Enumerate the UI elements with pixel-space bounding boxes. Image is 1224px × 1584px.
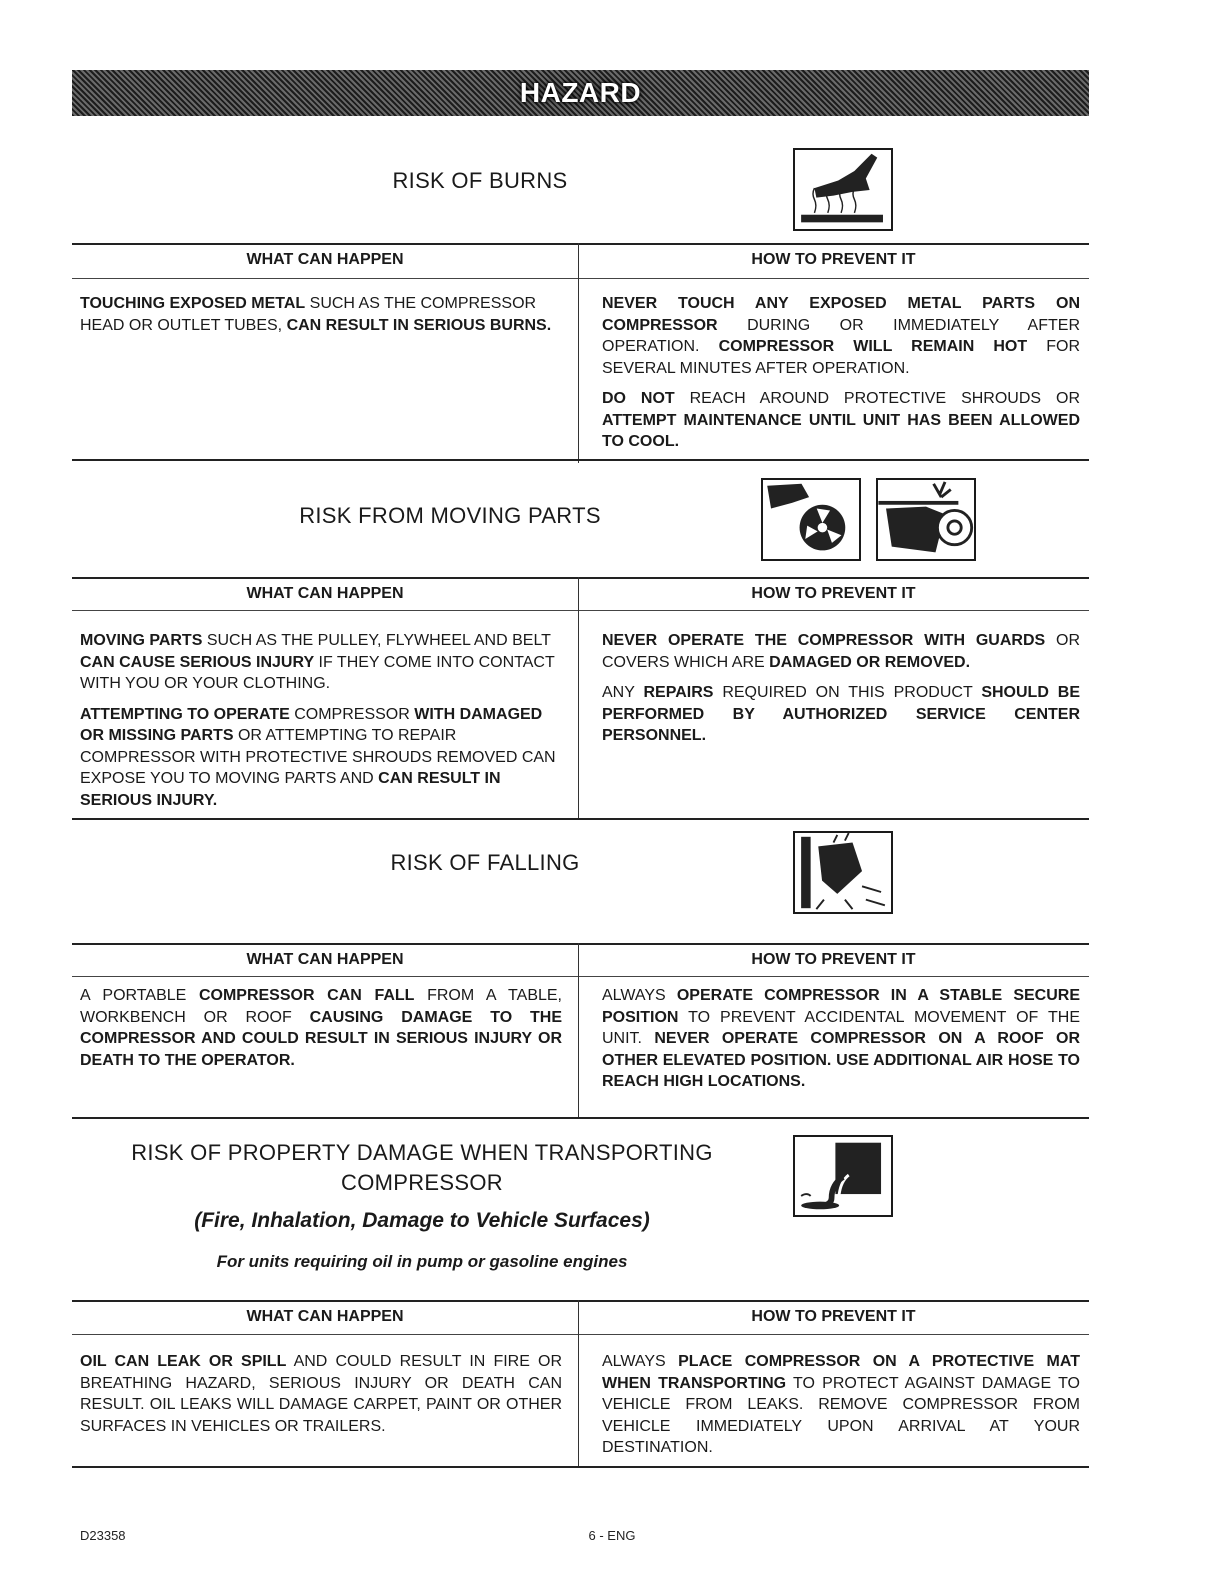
- paragraph: ALWAYS OPERATE COMPRESSOR IN A STABLE SECURE POSITION TO PREVENT ACCIDENTAL MOVEMENT OF THE UNIT. NEVER OPERATE COMPRESSOR ON A ROOF OR OTHER ELEVATED POSITION. USE ADDITIONAL AIR HOSE TO REACH HIGH LOCATIONS.: [602, 987, 1081, 1090]
- paragraph: A PORTABLE COMPRESSOR CAN FALL FROM A TABLE, WORKBENCH OR ROOF CAUSING DAMAGE TO THE COMPRESSOR AND COULD RESULT IN SERIOUS INJURY OR DEATH TO THE OPERATOR.: [80, 987, 563, 1069]
- burns-table: [72, 243, 1089, 463]
- column-header-what: WHAT CAN HAPPEN: [246, 951, 404, 968]
- page-number: 6 - ENG: [588, 1528, 636, 1543]
- doc-number: D23358: [80, 1528, 126, 1543]
- paragraph: ATTEMPTING TO OPERATE COMPRESSOR WITH DAMAGED OR MISSING PARTS OR ATTEMPTING TO REPAIR COMPRESSOR WITH PROTECTIVE SHROUDS REMOVED CAN EXPOSE YOU TO MOVING PARTS AND CAN RESULT IN SERIOUS INJURY.: [80, 705, 556, 809]
- column-header-how: HOW TO PREVENT IT: [751, 251, 916, 268]
- hot-surface-icon: [793, 148, 893, 231]
- section-note-property: For units requiring oil in pump or gasoline engines: [216, 1252, 628, 1271]
- property-table: [72, 1300, 1089, 1470]
- burns-how-text: [602, 293, 1080, 462]
- falling-table: [72, 943, 1089, 1121]
- hazard-title: HAZARD: [519, 77, 642, 108]
- falling-what-text: [80, 985, 562, 1080]
- falling-object-icon: [793, 831, 893, 914]
- paragraph: TOUCHING EXPOSED METAL SUCH AS THE COMPRESSOR HEAD OR OUTLET TUBES, CAN RESULT IN SERIOUS BURNS.: [80, 295, 552, 334]
- section-title-moving: RISK FROM MOVING PARTS: [299, 503, 601, 528]
- property-how-text: [602, 1351, 1080, 1468]
- paragraph: OIL CAN LEAK OR SPILL AND COULD RESULT IN FIRE OR BREATHING HAZARD, SERIOUS INJURY OR DEATH CAN RESULT. OIL LEAKS WILL DAMAGE CARPET, PAINT OR OTHER SURFACES IN VEHICLES OR TRAILERS.: [80, 1353, 562, 1435]
- section-title-property-line2: COMPRESSOR: [341, 1170, 503, 1195]
- moving-what-text: [80, 630, 562, 820]
- moving-how-text: [602, 630, 1080, 756]
- oil-spill-icon: [793, 1135, 893, 1217]
- column-header-how: HOW TO PREVENT IT: [751, 1308, 916, 1325]
- column-header-what: WHAT CAN HAPPEN: [246, 251, 404, 268]
- paragraph: MOVING PARTS SUCH AS THE PULLEY, FLYWHEEL AND BELT CAN CAUSE SERIOUS INJURY IF THEY COME INTO CONTACT WITH YOU OR YOUR CLOTHING.: [80, 632, 555, 692]
- column-header-what: WHAT CAN HAPPEN: [246, 1308, 404, 1325]
- paragraph: DO NOT REACH AROUND PROTECTIVE SHROUDS OR ATTEMPT MAINTENANCE UNTIL UNIT HAS BEEN ALLOWED TO COOL.: [602, 390, 1081, 450]
- section-subtitle-property: (Fire, Inhalation, Damage to Vehicle Surfaces): [194, 1209, 650, 1232]
- paragraph: NEVER TOUCH ANY EXPOSED METAL PARTS ON COMPRESSOR DURING OR IMMEDIATELY AFTER OPERATION. COMPRESSOR WILL REMAIN HOT FOR SEVERAL MINUTES AFTER OPERATION.: [602, 295, 1081, 377]
- column-header-what: WHAT CAN HAPPEN: [246, 585, 404, 602]
- moving-table: [72, 577, 1089, 822]
- section-title-property-line1: RISK OF PROPERTY DAMAGE WHEN TRANSPORTING: [131, 1140, 713, 1165]
- hazard-banner: [72, 70, 1089, 116]
- paragraph: ANY REPAIRS REQUIRED ON THIS PRODUCT SHOULD BE PERFORMED BY AUTHORIZED SERVICE CENTER PERSONNEL.: [602, 684, 1080, 744]
- section-title-falling: RISK OF FALLING: [390, 850, 580, 875]
- paragraph: NEVER OPERATE THE COMPRESSOR WITH GUARDS OR COVERS WHICH ARE DAMAGED OR REMOVED.: [602, 632, 1080, 671]
- section-title-burns: RISK OF BURNS: [392, 168, 568, 193]
- property-what-text: [80, 1351, 562, 1446]
- belt-entanglement-icon: [876, 478, 976, 561]
- fan-blade-hazard-icon: [761, 478, 861, 561]
- column-header-how: HOW TO PREVENT IT: [751, 585, 916, 602]
- paragraph: ALWAYS PLACE COMPRESSOR ON A PROTECTIVE MAT WHEN TRANSPORTING TO PROTECT AGAINST DAMAGE TO VEHICLE FROM LEAKS. REMOVE COMPRESSOR FROM VEHICLE IMMEDIATELY UPON ARRIVAL AT YOUR DESTINATION.: [602, 1353, 1080, 1456]
- column-header-how: HOW TO PREVENT IT: [751, 951, 916, 968]
- falling-how-text: [602, 985, 1080, 1102]
- burns-what-text: [80, 293, 562, 345]
